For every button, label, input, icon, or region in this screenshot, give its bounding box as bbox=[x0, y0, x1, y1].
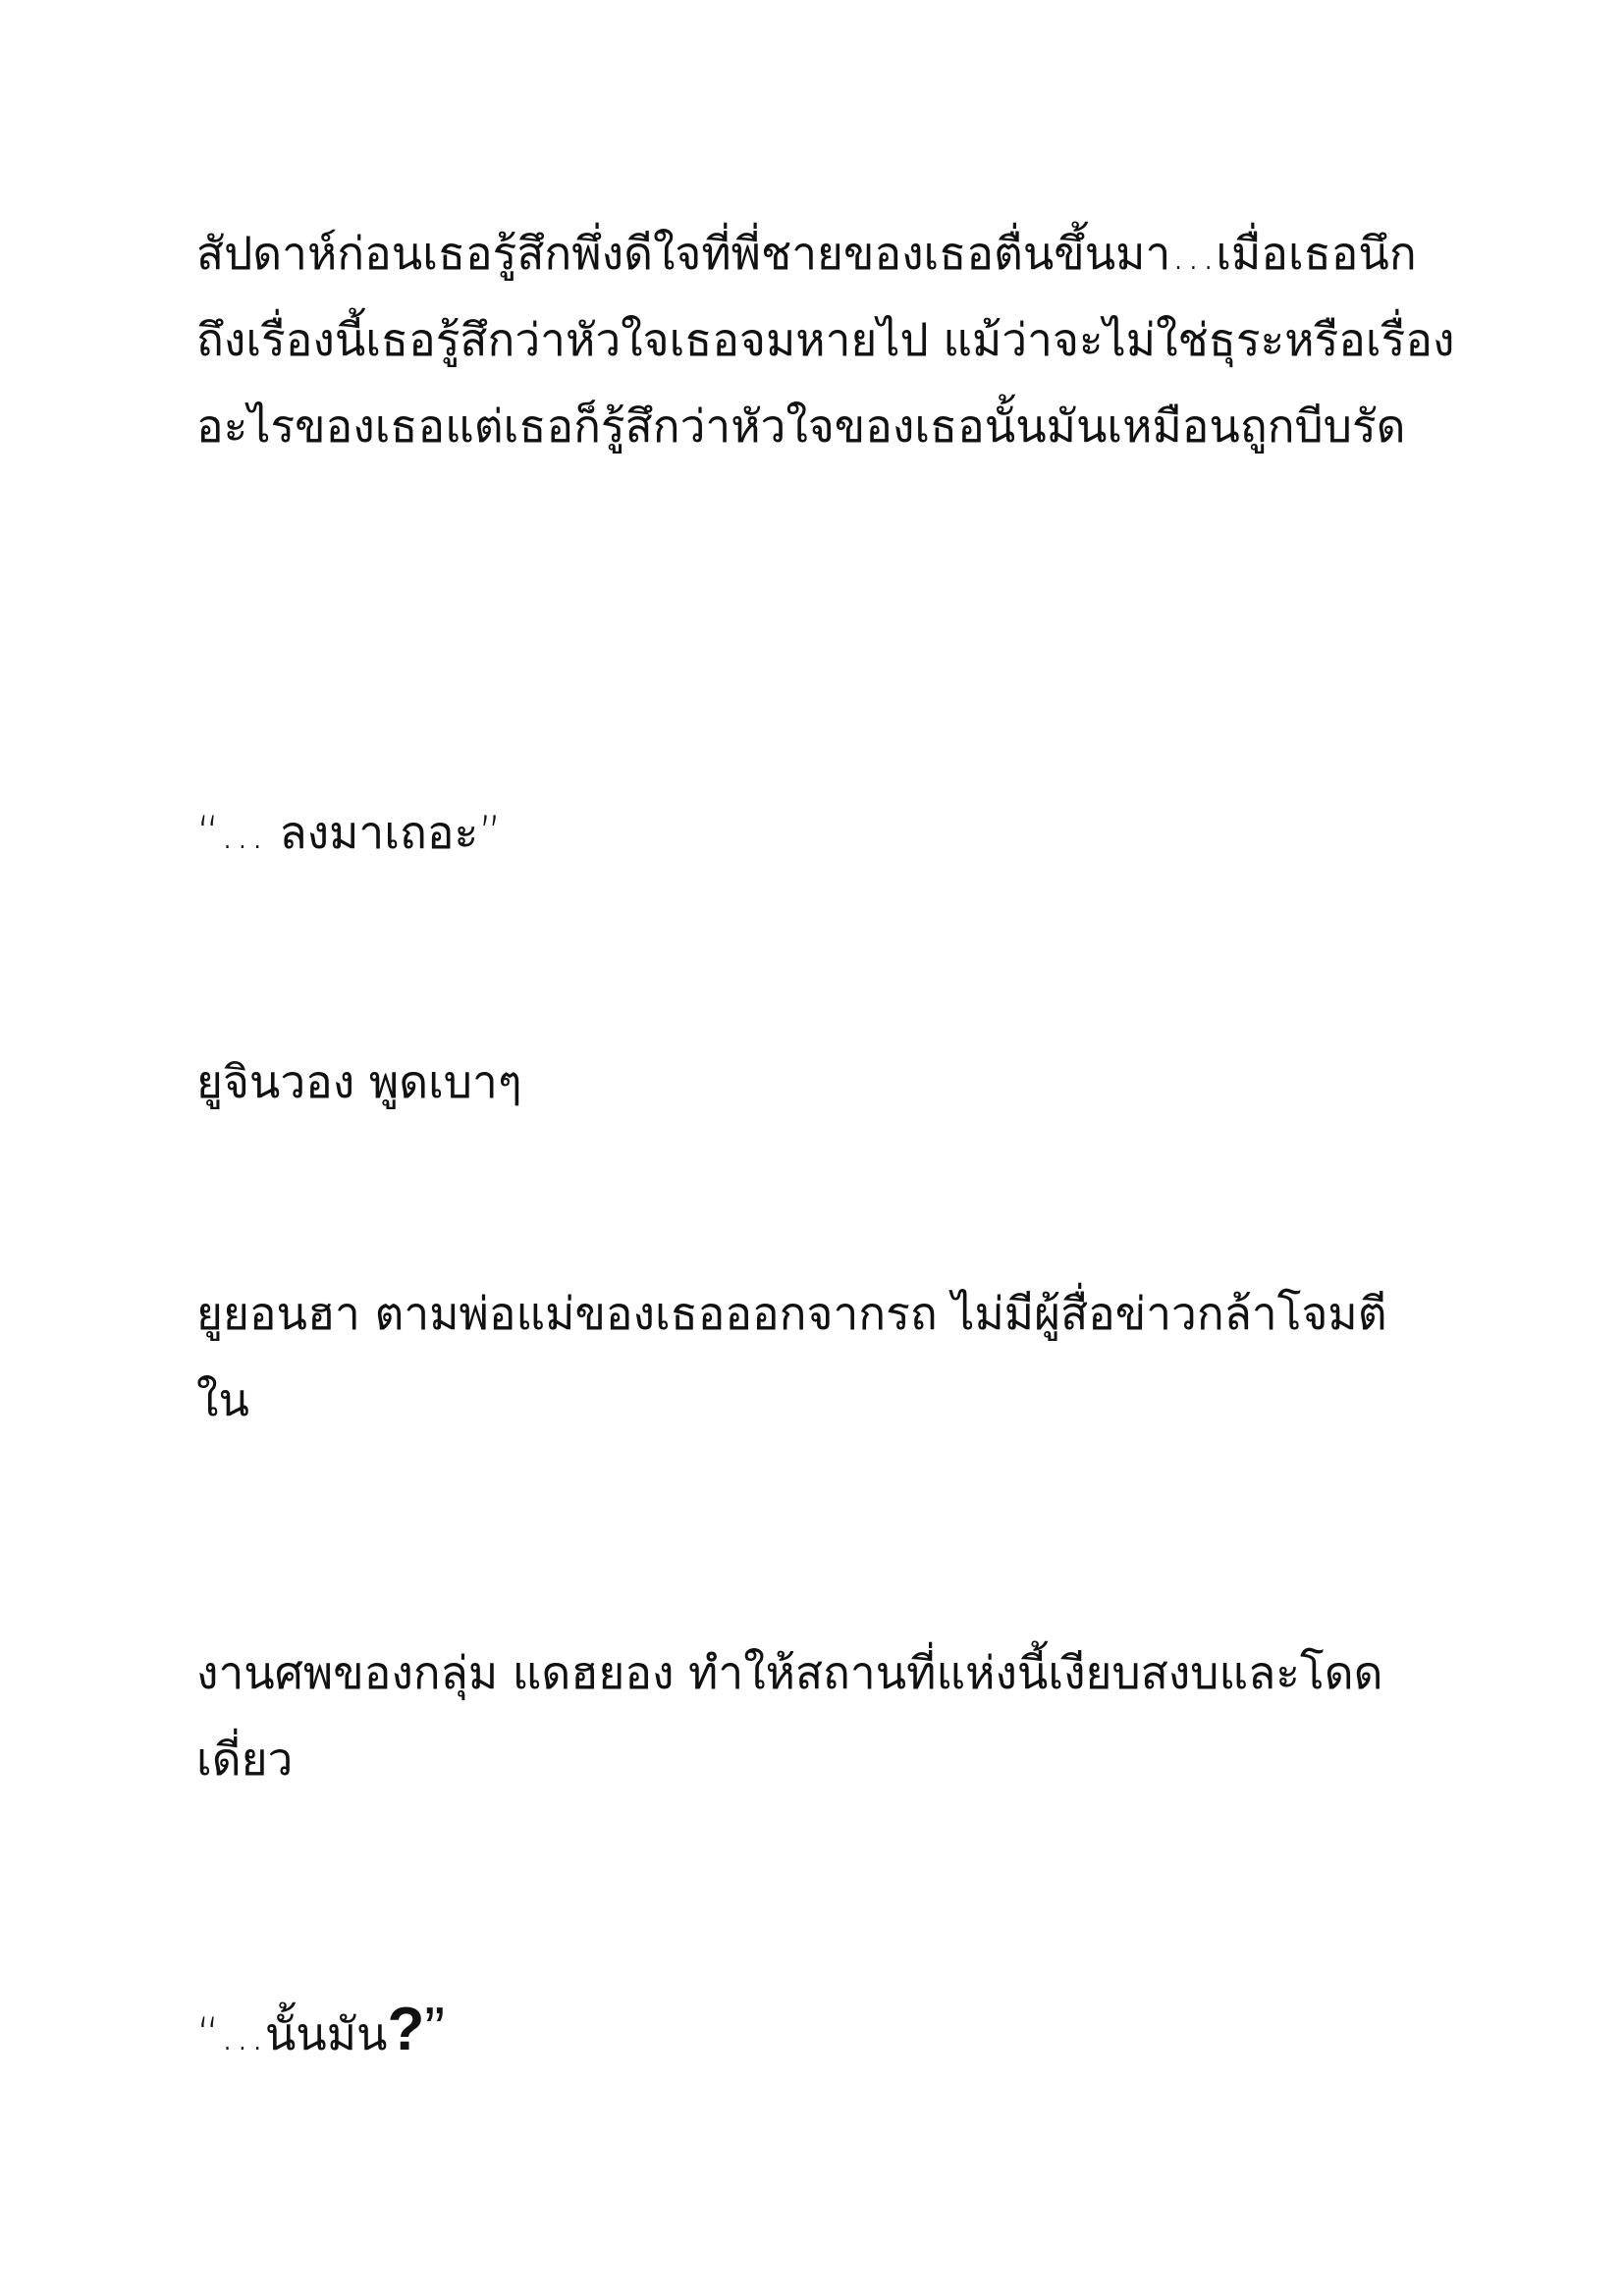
paragraph-6-dialogue bbox=[196, 1987, 1473, 2077]
paragraph-3 bbox=[196, 1039, 1473, 1125]
paragraph-line: ถึงเรื่องนี้เธอรู้สึกว่าหัวใจเธอจมหายไป แม้ว่าจะไม่ใช่ธุระหรือเรื่อง bbox=[196, 313, 1455, 366]
paragraph-5 bbox=[196, 1629, 1473, 1802]
paragraph-line: อะไรของเธอแต่เธอก็รู้สึกว่าหัวใจของเธอนั้นมันเหมือนถูกบีบรัด bbox=[196, 400, 1406, 453]
paragraph-line bbox=[196, 1987, 1473, 2077]
paragraph-line: “… ลงมาเถอะ” bbox=[196, 806, 502, 859]
paragraph-line: สัปดาห์ก่อนเธอรู้สึกพึ่งดีใจที่พี่ชายของเธอตื่นขึ้นมา…เมื่อเธอนึก bbox=[196, 227, 1417, 280]
paragraph-line: เดี่ยว bbox=[196, 1733, 294, 1786]
paragraph-line: งานศพของกลุ่ม แดฮยอง ทำให้สถานที่แห่งนี้เงียบสงบและโดด bbox=[196, 1646, 1383, 1699]
paragraph-4 bbox=[196, 1270, 1473, 1443]
dialogue-text: “…นั้นมัน bbox=[196, 2007, 388, 2060]
question-mark: ? bbox=[387, 1996, 425, 2063]
paragraph-1 bbox=[196, 210, 1473, 469]
paragraph-line: ยูยอนฮา ตามพ่อแม่ของเธอออกจากรถ ไม่มีผู้สื่อข่าวกล้าโจมตี bbox=[196, 1287, 1387, 1340]
paragraph-line: ใน bbox=[196, 1373, 249, 1426]
paragraph-line: ยูจินวอง พูดเบาๆ bbox=[196, 1055, 522, 1108]
paragraph-2-dialogue bbox=[196, 789, 1473, 876]
closing-quote: ” bbox=[424, 1996, 446, 2063]
